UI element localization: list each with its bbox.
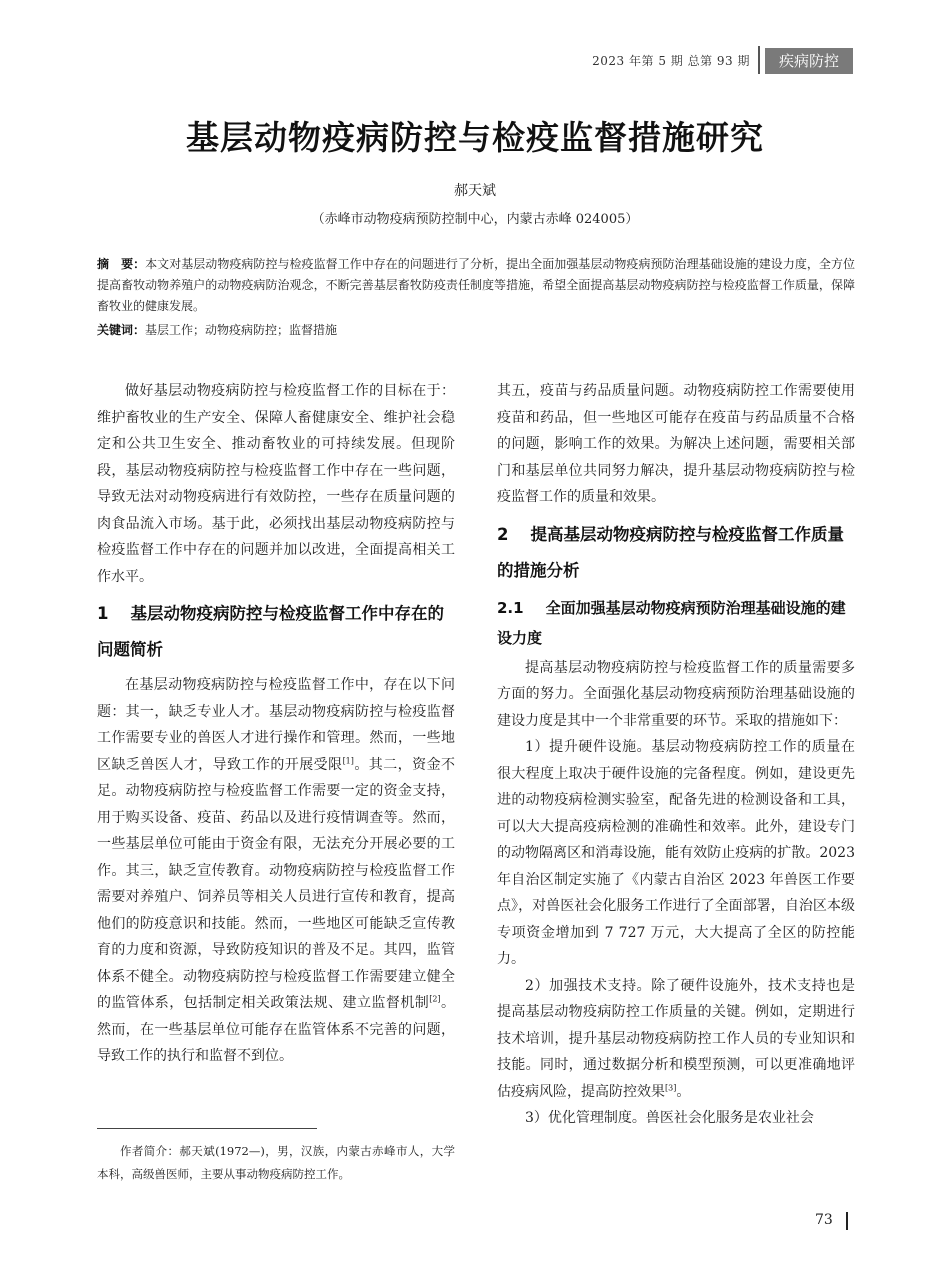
section-1-paragraph	[97, 672, 455, 1070]
section-badge: 疾病防控	[765, 48, 853, 74]
abstract	[97, 254, 855, 317]
footnote-divider	[97, 1128, 317, 1129]
keywords	[97, 320, 855, 341]
keywords-label: 关键词：	[97, 323, 146, 337]
right-column	[497, 378, 855, 1132]
citation-1[interactable]: [1]	[342, 755, 354, 765]
author-name: 郝天斌	[454, 183, 496, 199]
section-1-text-c: 。然而，在一些基层单位可能存在监管体系不完善的问题，导致工作的执行和监督不到位。	[97, 995, 456, 1064]
section-1-heading	[97, 596, 455, 668]
left-column	[97, 378, 455, 1070]
section-1-number: 1	[97, 604, 109, 623]
header-divider	[758, 46, 760, 74]
section-2-1-title: 全面加强基层动物疫病预防治理基础设施的建设力度	[497, 598, 846, 647]
keywords-text: 基层工作；动物疫病防控；监督措施	[145, 323, 338, 337]
measure-technical-text: 2）加强技术支持。除了硬件设施外，技术支持也是提高基层动物疫病防控工作质量的关键。例如，定期进行技术培训，提升基层动物疫病防控工作人员的专业知识和技能。同时，通过数据分析和模型预测，可以更准确地评估疫病风险，提高防控效果	[497, 977, 855, 1100]
measure-hardware: 1）提升硬件设施。基层动物疫病防控工作的质量在很大程度上取决于硬件设施的完备程度。例如，建设更先进的动物疫病检测实验室，配备先进的检测设备和工具，可以大大提高疫病检测的准确性和效率。此外，建设专门的动物隔离区和消毒设施，能有效防止疫病的扩散。2023 年自治区制定实施了《内蒙古自治区 2023 年兽医工作要点》，对兽医社会化服务工作进行了全面部署，自治区本级专项资金增加到 7 727 万元，大大提高了全区的防控能力。	[497, 739, 855, 967]
citation-3[interactable]: [3]	[665, 1082, 677, 1092]
author-affiliation: （赤峰市动物疫病预防控制中心，内蒙古赤峰 024005）	[311, 212, 639, 227]
page-number-bar	[846, 1212, 848, 1230]
author-footnote: 作者简介：郝天斌(1972—)，男，汉族，内蒙古赤峰市人，大学本科，高级兽医师，主要从事动物疫病防控工作。	[97, 1144, 455, 1181]
abstract-text: 本文对基层动物疫病防控与检疫监督工作中存在的问题进行了分析，提出全面加强基层动物疫病预防治理基础设施的建设力度，全方位提高畜牧动物养殖户的动物疫病防治观念，不断完善基层畜牧防疫责任制度等措施，希望全面提高基层动物疫病防控与检疫监督工作质量，保障畜牧业的健康发展。	[97, 257, 855, 313]
measure-technical	[497, 973, 855, 1106]
citation-2[interactable]: [2]	[429, 994, 441, 1004]
journal-issue: 2023 年第 5 期 总第 93 期	[592, 54, 750, 68]
section-1-text-a: 在基层动物疫病防控与检疫监督工作中，存在以下问题：其一，缺乏专业人才。基层动物疫病防控与检疫监督工作需要专业的兽医人才进行操作和管理。然而，一些地区缺乏兽医人才，导致工作的开展受限	[97, 677, 455, 773]
section-2-title: 提高基层动物疫病防控与检疫监督工作质量的措施分析	[497, 524, 844, 580]
page-number: 73	[815, 1212, 833, 1228]
section-2-1-intro: 提高基层动物疫病防控与检疫监督工作的质量需要多方面的努力。全面强化基层动物疫病预防治理基础设施的建设力度是其中一个非常重要的环节。采取的措施如下：	[497, 659, 855, 729]
abstract-label: 摘 要：	[97, 257, 146, 271]
intro-paragraph: 做好基层动物疫病防控与检疫监督工作的目标在于：维护畜牧业的生产安全、保障人畜健康安全、维护社会稳定和公共卫生安全、推动畜牧业的可持续发展。但现阶段，基层动物疫病防控与检疫监督工作中存在一些问题，导致无法对动物疫病进行有效防控，一些存在质量问题的肉食品流入市场。基于此，必须找出基层动物疫病防控与检疫监督工作中存在的问题并加以改进，全面提高相关工作水平。	[97, 383, 455, 585]
section-1-title: 基层动物疫病防控与检疫监督工作中存在的问题简析	[97, 604, 444, 659]
section-2-heading	[497, 517, 855, 589]
section-2-1-heading	[497, 593, 855, 653]
section-1-text-b: 。其二，资金不足。动物疫病防控与检疫监督工作需要一定的资金支持，用于购买设备、疫苗、药品以及进行疫情调查等。然而，一些基层单位可能由于资金有限，无法充分开展必要的工作。其三，缺乏宣传教育。动物疫病防控与检疫监督工作需要对养殖户、饲养员等相关人员进行宣传和教育，提高他们的防疫意识和技能。然而，一些地区可能缺乏宣传教育的力度和资源，导致防疫知识的普及不足。其四，监管体系不健全。动物疫病防控与检疫监督工作需要建立健全的监管体系，包括制定相关政策法规、建立监督机制	[97, 756, 456, 1011]
measure-management: 3）优化管理制度。兽医社会化服务是农业社会	[525, 1110, 814, 1126]
section-2-number: 2	[497, 524, 509, 544]
measure-technical-end: 。	[676, 1083, 691, 1100]
section-2-1-number: 2.1	[497, 598, 524, 617]
continued-paragraph: 其五，疫苗与药品质量问题。动物疫病防控工作需要使用疫苗和药品，但一些地区可能存在疫苗与药品质量不合格的问题，影响工作的效果。为解决上述问题，需要相关部门和基层单位共同努力解决，提升基层动物疫病防控与检疫监督工作的质量和效果。	[497, 383, 855, 505]
article-title: 基层动物疫病防控与检疫监督措施研究	[186, 118, 764, 157]
